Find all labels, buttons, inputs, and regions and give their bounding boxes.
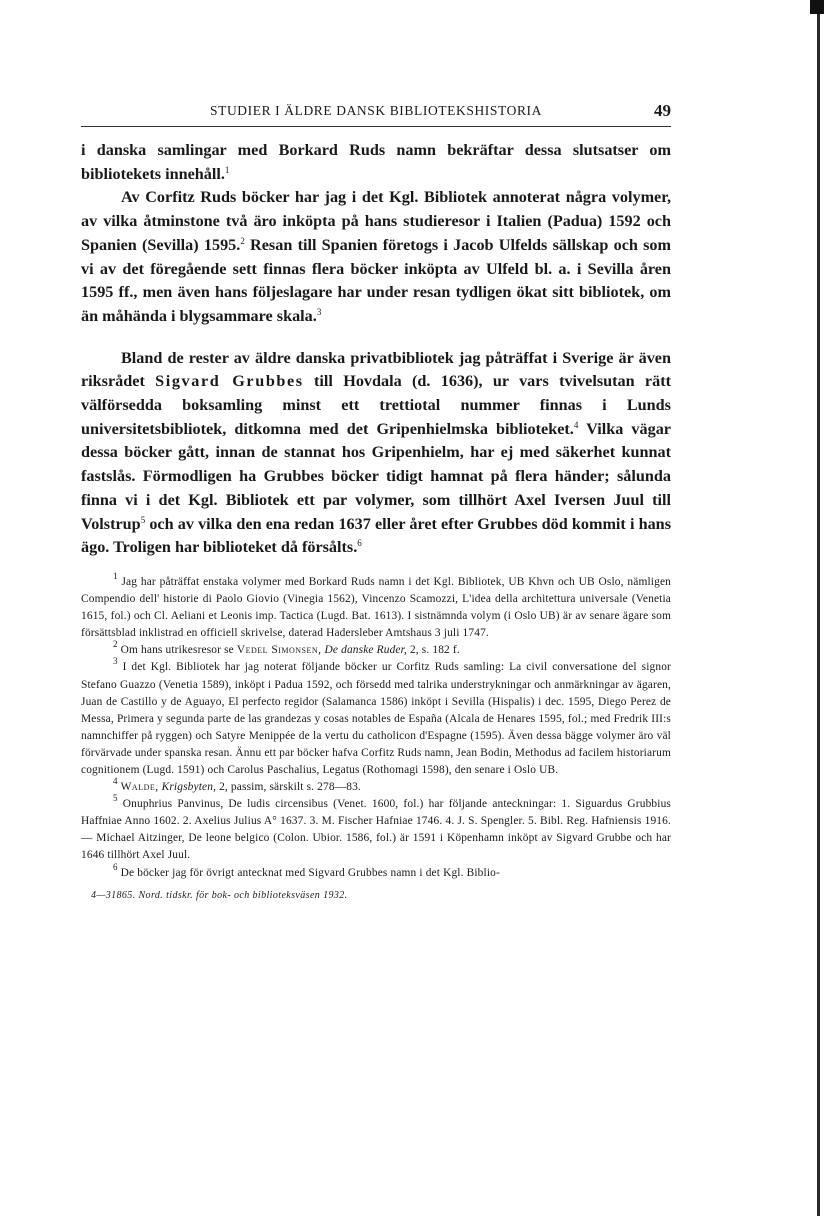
cited-title: Krigsbyten, xyxy=(161,781,217,794)
footnote-ref: 2 xyxy=(240,235,245,246)
person-name: Sigvard Grubbes xyxy=(155,372,304,391)
footnotes xyxy=(81,570,671,882)
footnote-ref: 3 xyxy=(316,306,322,317)
footnote-2: $^2$ Om hans utrikesresor se Vedel Simonsen, De danske Ruder, 2, s. 182 f. xyxy=(113,639,460,657)
page-number: 49 xyxy=(654,101,671,120)
main-text xyxy=(81,139,671,560)
cited-title: De danske Ruder, xyxy=(324,644,407,657)
scan-edge xyxy=(817,0,820,1216)
footnote-ref: 4 xyxy=(573,419,579,430)
paragraph-2: Av Corfitz Ruds böcker har jag i det Kgl. Bibliotek annoterat några volymer, av vilka åtminstone två äro inköpta på hans studieresor i Italien (Padua) 1592 och Spanien (Sevilla) 1595.$^2$ Resan till Spanien företogs i Jacob Ulfelds sällskap och som vi av det föregående sett finnas flera böcker inköpta av Ulfeld bl. a. i Sevilla åren 1595 ff., men även hans följeslagare har under resan tydligen ökat sitt bibliotek, om än måhända i blygsammare skala.$^3$ xyxy=(81,188,671,325)
footnote-6: $^6$ De böcker jag för övrigt antecknat med Sigvard Grubbes namn i det Kgl. Biblio- xyxy=(113,861,500,879)
footnote-ref: 1 xyxy=(224,164,230,175)
footnote-3: $^3$ I det Kgl. Bibliotek har jag noterat följande böcker ur Corfitz Ruds samling: La civil conversatione del signor Stefano Guazzo (Venetia 1589), inköpt i Padua 1592, och försedd med talrika understrykningar och anmärkningar av ägaren, Juan de Castillo y de Aguayo, El perfecto regidor (Salamanca 1586) inköpt i Sevilla (Hispalis) i dec. 1595, Diego Perez de Messa, Primera y segunda parte de las grandezas y cosas notables de España (Alcala de Henares 1595, fol.; med Fredrik III:s namnchiffer på ryggen) och Satyre Menippée de la vertu du catholicon d'Espagne (1595). Även dessa bägge volymer äro väl förvärvade under spanska resan. Ännu ett par böcker hafva Corfitz Ruds namn, Jean Bodin, Methodus ad facilem historiarum cognitionem (Lugd. 1591) och Carolus Paschalius, Legatus (Rothomagi 1598), den senare i Oslo UB. xyxy=(81,656,671,776)
footnote-5: $^5$ Onuphrius Panvinus, De ludis circensibus (Venet. 1600, fol.) har följande anteckningar: 1. Siguardus Grubbius Haffniae Anno 1602. 2. Axelius Julius A° 1637. 3. M. Fischer Hafniae 1746. 4. J. S. Spengler. 5. Bibl. Reg. Hafniensis 1916. — Michael Aitzinger, De leone belgico (Colon. Ubior. 1586, fol.) är 1591 i Köpenhamn inköpt av Sigvard Grubbe och har 1646 tillhört Axel Juul. xyxy=(81,793,671,862)
scan-corner xyxy=(810,0,824,14)
paragraph-3: Bland de rester av äldre danska privatbibliotek jag påträffat i Sverige är även riksrådet Sigvard Grubbes till Hovdala (d. 1636), ur vars tvivelsutan rätt välförsedda boksamling minst ett trettiotal nummer finnas i Lunds universitetsbibliotek, ditkomna med det Gripenhielmska biblioteket.$^4$ Vilka vägar dessa böcker gått, innan de stannat hos Gripenhielm, har ej med säkerhet kunnat fastslås. Förmodligen ha Grubbes böcker tidigt hamnat på flera händer; sålunda finna vi i det Kgl. Bibliotek ett par volymer, som tillhört Axel Iversen Juul till Volstrup$^5$ och av vilka den ena redan 1637 eller året efter Grubbes död kommit i hans ägo. Troligen har biblioteket då försålts.$^6$ xyxy=(81,348,671,557)
cited-author: Walde, xyxy=(120,781,159,794)
paragraph-1: i danska samlingar med Borkard Ruds namn bekräftar dessa slutsatser om bibliotekets innehåll.$^1$ xyxy=(81,141,671,183)
footnote-1: $^1$ Jag har påträffat enstaka volymer med Borkard Ruds namn i det Kgl. Bibliotek, UB Khvn och UB Oslo, nämligen Compendio dell' historie di Paolo Giovio (Vinegia 1562), Vincenzo Scamozzi, L'idea della architettura universale (Venetia 1615, fol.) och Cl. Aeliani et Leonis imp. Tactica (Lugd. Bat. 1613). I sistnämnda volym (i Oslo UB) är av senare ägare som försättsblad inklistrad en officiell skrivelse, daterad Hadersleber Amtshaus 3 juli 1747. xyxy=(81,570,671,640)
footnote-ref: 6 xyxy=(357,538,362,549)
printer-signature: 4—31865. Nord. tidskr. för bok- och biblioteksväsen 1932. xyxy=(91,889,348,901)
cited-author: Vedel Simonsen, xyxy=(236,644,322,657)
footnote-ref: 5 xyxy=(140,514,146,525)
running-head xyxy=(81,100,671,127)
footnote-4: $^4$ Walde, Krigsbyten, 2, passim, särskilt s. 278—83. xyxy=(113,776,361,794)
book-page xyxy=(81,100,671,901)
running-title: STUDIER I ÄLDRE DANSK BIBLIOTEKSHISTORIA xyxy=(210,103,542,118)
